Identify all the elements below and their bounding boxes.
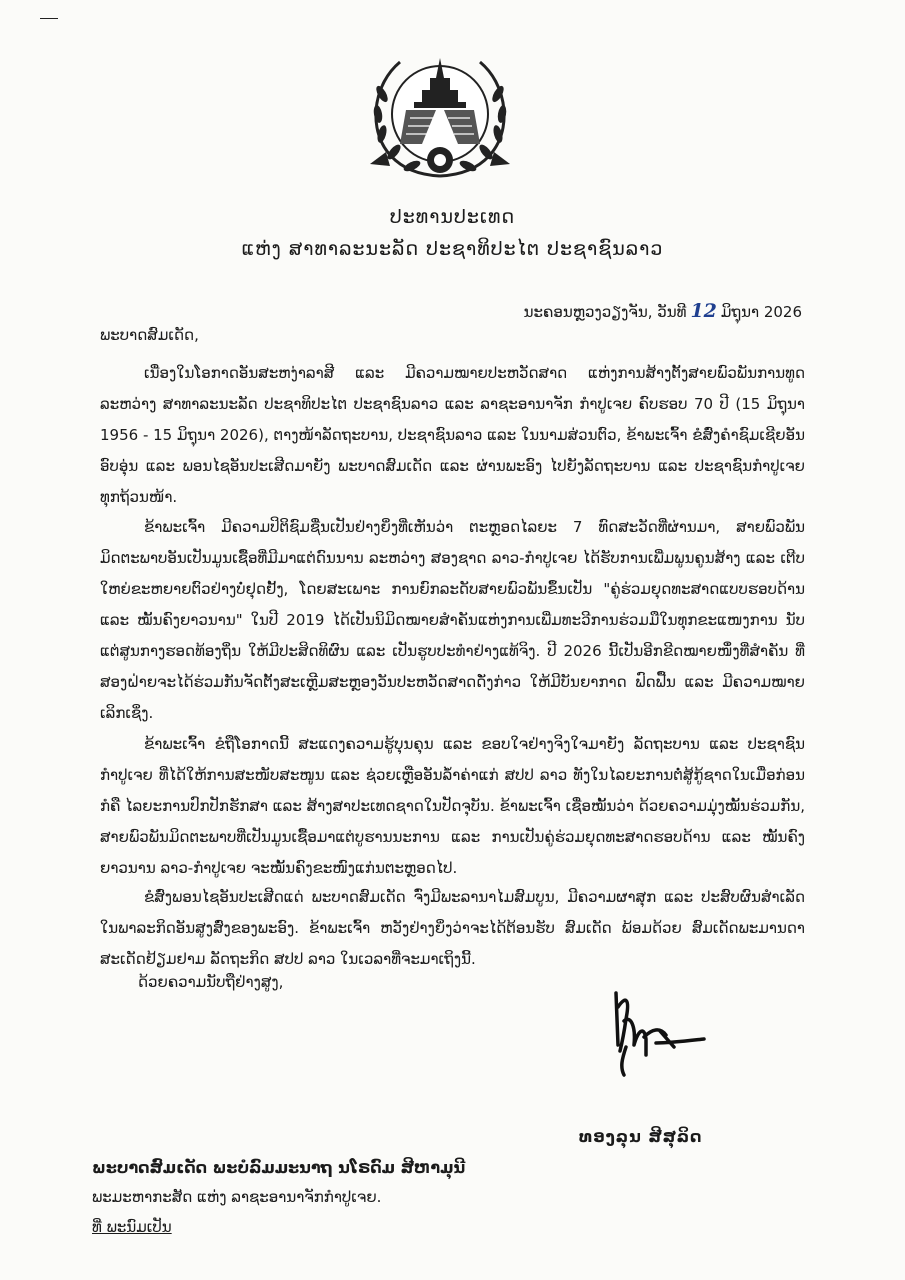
body-paragraph-4 — [100, 882, 805, 985]
dateline-day: 12 — [690, 300, 717, 322]
recipient-title: ພະມະຫາກະສັດ ແຫ່ງ ລາຊະອານາຈັກກຳປູເຈຍ. — [92, 1188, 382, 1206]
body-paragraph-2 — [100, 512, 805, 739]
dateline-suffix: ມິຖຸນາ 2026 — [720, 303, 802, 321]
dateline-prefix: ນະຄອນຫຼວງວຽງຈັນ, ວັນທີ — [523, 303, 687, 321]
handwritten-signature — [600, 985, 710, 1080]
body-paragraph-1 — [100, 358, 805, 523]
dateline — [524, 300, 802, 322]
closing-line: ດ້ວຍຄວາມນັບຖືຢ່າງສູງ, — [138, 973, 284, 991]
header-title: ປະທານປະເທດ — [389, 206, 516, 228]
recipient-name: ພະບາດສົມເດັດ ພະບໍລົມມະນາຖ ນໂຣດົມ ສີຫາມຸນີ — [92, 1158, 466, 1177]
signer-name: ທອງລຸນ ສີສຸລິດ — [579, 1127, 703, 1146]
paragraph-text: ເນື່ອງໃນໂອກາດອັນສະຫງ່າລາສີ ແລະ ມີຄວາມໝາຍປະຫວັດສາດ ແຫ່ງການສ້າງຕັ້ງສາຍພົວພັນການທູດ ລະຫວ່າງ ສາທາລະນະລັດ ປະຊາທິປະໄຕ ປະຊາຊົນລາວ ແລະ ລາຊະອານາຈັກ ກຳປູເຈຍ ຄົບຮອບ 70 ປີ (15 ມິຖຸນາ 1956 - 15 ມິຖຸນາ 2026), ຕາງໜ້າລັດຖະບານ, ປະຊາຊົນລາວ ແລະ ໃນນາມສ່ວນຕົວ, ຂ້າພະເຈົ້າ ຂໍສົ່ງຄຳຊົມເຊີຍອັນອົບອຸ່ນ ແລະ ພອນໄຊອັນປະເສີດມາຍັງ ພະບາດສົມເດັດ ແລະ ຜ່ານພະອົງ ໄປຍັງລັດຖະບານ ແລະ ປະຊາຊົນກຳປູເຈຍ ທຸກຖ້ວນໜ້າ. — [100, 364, 805, 506]
paragraph-text: ຂ້າພະເຈົ້າ ຂໍຖືໂອກາດນີ້ ສະແດງຄວາມຮູ້ບຸນຄຸນ ແລະ ຂອບໃຈຢ່າງຈິງໃຈມາຍັງ ລັດຖະບານ ແລະ ປະຊາຊົນກຳປູເຈຍ ທີ່ໄດ້ໃຫ້ການສະໜັບສະໜູນ ແລະ ຊ່ວຍເຫຼືອອັນລ້ຳຄ່າແກ່ ສປປ ລາວ ທັງໃນໄລຍະການຕໍ່ສູ້ກູ້ຊາດໃນເມື່ອກ່ອນ ກໍຄື ໄລຍະການປົກປັກຮັກສາ ແລະ ສ້າງສາປະເທດຊາດໃນປັດຈຸບັນ. ຂ້າພະເຈົ້າ ເຊື່ອໝັ້ນວ່າ ດ້ວຍຄວາມມຸ່ງໝັ້ນຮ່ວມກັນ, ສາຍພົວພັນມິດຕະພາບທີ່ເປັນມູນເຊື້ອມາແຕ່ບູຮານນະການ ແລະ ການເປັນຄູ່ຮ່ວມຍຸດທະສາດຮອບດ້ານ ແລະ ໝັ້ນຄົງ ຍາວນານ ລາວ-ກຳປູເຈຍ ຈະໝັ້ນຄົງຂະໜົງແກ່ນຕະຫຼອດໄປ. — [100, 735, 805, 877]
header-country: ແຫ່ງ ສາທາລະນະລັດ ປະຊາທິປະໄຕ ປະຊາຊົນລາວ — [241, 238, 664, 260]
paragraph-text: ຂໍສົ່ງພອນໄຊອັນປະເສີດແດ່ ພະບາດສົມເດັດ ຈົ່ງມີພະລານາໄມສົມບູນ, ມີຄວາມຜາສຸກ ແລະ ປະສົບຜົນສຳເລັດໃນພາລະກິດອັນສູງສົ່ງຂອງພະອົງ. ຂ້າພະເຈົ້າ ຫວັງຢ່າງຍິ່ງວ່າຈະໄດ້ຕ້ອນຮັບ ສົມເດັດ ພ້ອມດ້ວຍ ສົມເດັດພະມານດາ ສະເດັດຢ້ຽມຢາມ ລັດຖະກິດ ສປປ ລາວ ໃນເວລາທີ່ຈະມາເຖິງນີ້. — [100, 888, 805, 968]
recipient-place: ທີ່ ພະນົມເປັນ — [92, 1218, 172, 1236]
corner-pen-mark — [40, 18, 58, 19]
salutation: ພະບາດສົມເດັດ, — [100, 326, 199, 344]
body-paragraph-3 — [100, 729, 805, 894]
paragraph-text: ຂ້າພະເຈົ້າ ມີຄວາມປິຕິຊົມຊື່ນເປັນຢ່າງຍິ່ງທີ່ເຫັນວ່າ ຕະຫຼອດໄລຍະ 7 ທົດສະວັດທີ່ຜ່ານມາ, ສາຍພົວພັນມິດຕະພາບອັນເປັນມູນເຊື້ອທີ່ມີມາແຕ່ດົນນານ ລະຫວ່າງ ສອງຊາດ ລາວ-ກຳປູເຈຍ ໄດ້ຮັບການເພີ່ມພູນຄູນສ້າງ ແລະ ເຕີບໃຫຍ່ຂະຫຍາຍຕົວຢ່າງບໍ່ຢຸດຢັ້ງ, ໂດຍສະເພາະ ການຍົກລະດັບສາຍພົວພັນຂຶ້ນເປັນ "ຄູ່ຮ່ວມຍຸດທະສາດແບບຮອບດ້ານ ແລະ ໝັ້ນຄົງຍາວນານ" ໃນປີ 2019 ໄດ້ເປັນນິມິດໝາຍສຳຄັນແຫ່ງການເພີ່ມທະວີການຮ່ວມມືໃນທຸກຂະແໜງການ ນັບແຕ່ສູນກາງຮອດທ້ອງຖິ່ນ ໃຫ້ມີປະສິດທິຜົນ ແລະ ເປັນຮູບປະທຳຢ່າງແທ້ຈິງ. ປີ 2026 ນີ້ເປັນອີກຂີດໝາຍໜຶ່ງທີ່ສຳຄັນ ທີ່ສອງຝ່າຍຈະໄດ້ຮ່ວມກັນຈັດຕັ້ງສະເຫຼີມສະຫຼອງວັນປະຫວັດສາດດັ່ງກ່າວ ໃຫ້ມີບັນຍາກາດ ຟົດຟື້ນ ແລະ ມີຄວາມໝາຍເລິກເຊິ່ງ. — [100, 518, 805, 722]
lao-national-emblem-icon — [366, 48, 514, 182]
